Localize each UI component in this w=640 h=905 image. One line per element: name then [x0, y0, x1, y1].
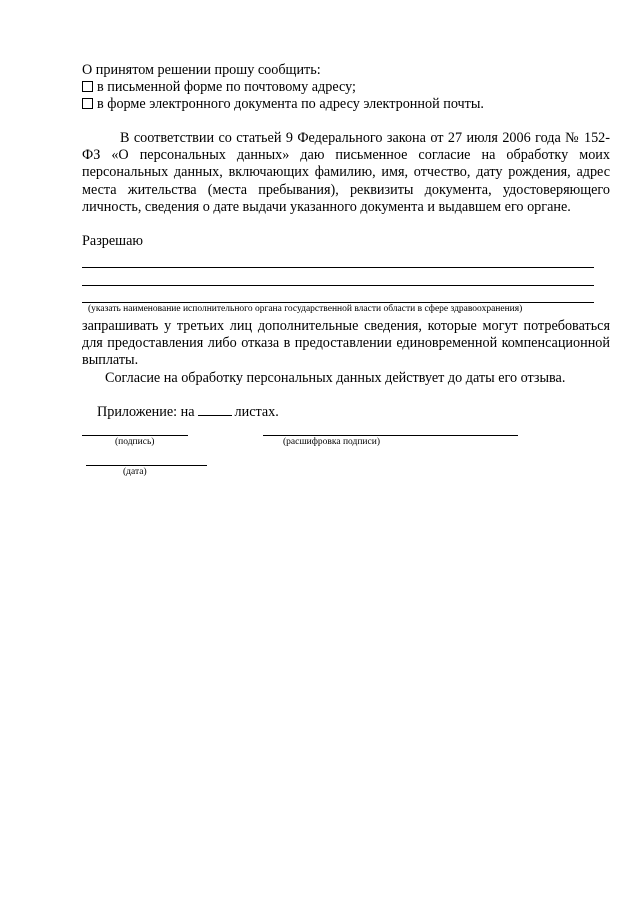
signature-caption: (подпись) [115, 437, 155, 447]
option-mail-row [82, 79, 356, 96]
consent-paragraph: В соответствии со статьей 9 Федерального закона от 27 июля 2006 года № 152-ФЗ «О персональных данных» даю письменное согласие на обработку моих персональных данных, включающих фамилию, имя, отчество, дату рождения, адрес места жительства (места пребывания), реквизиты документа, удостоверяющего личность, сведения о дате выдачи указанного документа и выдавшем его органе. [82, 130, 610, 215]
authority-line-1 [82, 267, 594, 268]
date-line[interactable] [86, 465, 207, 466]
date-caption: (дата) [123, 467, 147, 477]
request-paragraph: запрашивать у третьих лиц дополнительные сведения, которые могут потребоваться для предоставления либо отказа в предоставлении единовременной компенсационной выплаты. [82, 318, 610, 369]
decoding-line[interactable] [263, 435, 518, 436]
attachment-prefix: Приложение: на [97, 404, 195, 420]
option-email-row [82, 96, 484, 113]
option-mail-label: в письменной форме по почтовому адресу; [97, 79, 356, 95]
email-checkbox[interactable] [82, 98, 93, 109]
signature-line[interactable] [82, 435, 188, 436]
authority-line-2 [82, 285, 594, 286]
authority-line-3 [82, 302, 594, 303]
notify-heading: О принятом решении прошу сообщить: [82, 62, 321, 78]
authority-caption: (указать наименование исполнительного органа государственной власти области в сфере здравоохранения) [88, 304, 523, 314]
mail-checkbox[interactable] [82, 81, 93, 92]
option-email-label: в форме электронного документа по адресу электронной почты. [97, 96, 484, 112]
attachment-row [97, 403, 279, 421]
attachment-pages-field[interactable] [198, 403, 232, 416]
attachment-suffix: листах. [234, 404, 279, 420]
allow-label: Разрешаю [82, 233, 144, 249]
decoding-caption: (расшифровка подписи) [283, 437, 380, 447]
validity-text: Согласие на обработку персональных данных действует до даты его отзыва. [105, 370, 566, 386]
